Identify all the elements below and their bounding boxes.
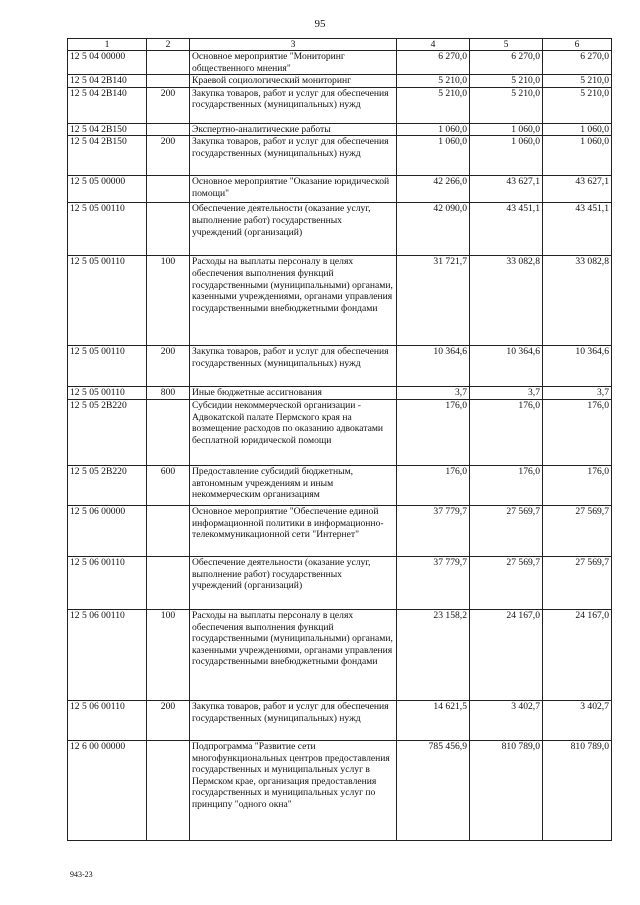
expense-type-code: 100 [147,256,190,346]
table-row [68,505,612,556]
amount-col-4: 37 779,7 [397,505,470,556]
table-body [68,51,612,841]
expense-type-code: 200 [147,136,190,176]
item-name: Краевой социологический мониторинг [190,75,397,88]
budget-table [67,38,612,841]
amount-col-6: 3,7 [543,387,612,400]
target-article-code: 12 5 05 00110 [68,203,147,256]
target-article-code: 12 5 05 2В220 [68,399,147,465]
table-row [68,51,612,75]
item-name: Предоставление субсидий бюджетным, автономным учреждениям и иным некоммерческим организациям [190,465,397,505]
target-article-code: 12 5 05 00110 [68,387,147,400]
expense-type-code: 200 [147,87,190,123]
amount-col-5: 3,7 [470,387,543,400]
table-row [68,399,612,465]
amount-col-6: 6 270,0 [543,51,612,75]
amount-col-6: 43 627,1 [543,176,612,203]
table-row [68,387,612,400]
footer-code: 943-23 [70,870,93,879]
target-article-code: 12 5 04 2В150 [68,136,147,176]
amount-col-5: 5 210,0 [470,87,543,123]
target-article-code: 12 5 06 00000 [68,505,147,556]
expense-type-code [147,505,190,556]
item-name: Экспертно-аналитические работы [190,123,397,136]
amount-col-6: 1 060,0 [543,123,612,136]
expense-type-code [147,51,190,75]
item-name: Основное мероприятие "Оказание юридической помощи" [190,176,397,203]
item-name: Субсидии некоммерческой организации - Адвокатской палате Пермского края на возмещение расходов по оказанию адвокатами бесплатной юридической помощи [190,399,397,465]
expense-type-code: 200 [147,346,190,387]
amount-col-6: 27 569,7 [543,556,612,609]
amount-col-5: 27 569,7 [470,505,543,556]
amount-col-4: 42 266,0 [397,176,470,203]
expense-type-code: 100 [147,609,190,700]
amount-col-6: 5 210,0 [543,75,612,88]
item-name: Обеспечение деятельности (оказание услуг, выполнение работ) государственных учреждений (организаций) [190,556,397,609]
column-header-1: 1 [68,39,147,51]
expense-type-code [147,399,190,465]
amount-col-5: 27 569,7 [470,556,543,609]
amount-col-4: 176,0 [397,399,470,465]
amount-col-5: 176,0 [470,465,543,505]
amount-col-6: 24 167,0 [543,609,612,700]
amount-col-5: 24 167,0 [470,609,543,700]
amount-col-6: 810 789,0 [543,740,612,840]
expense-type-code [147,176,190,203]
expense-type-code [147,123,190,136]
amount-col-6: 3 402,7 [543,700,612,740]
amount-col-4: 10 364,6 [397,346,470,387]
target-article-code: 12 5 05 00110 [68,346,147,387]
item-name: Основное мероприятие "Мониторинг общественного мнения" [190,51,397,75]
table-row [68,176,612,203]
expense-type-code: 200 [147,700,190,740]
item-name: Основное мероприятие "Обеспечение единой информационной политики в информационно-телекоммуникационной сети "Интернет" [190,505,397,556]
table-row [68,346,612,387]
amount-col-4: 176,0 [397,465,470,505]
table-row [68,700,612,740]
amount-col-5: 5 210,0 [470,75,543,88]
amount-col-6: 27 569,7 [543,505,612,556]
amount-col-5: 43 627,1 [470,176,543,203]
target-article-code: 12 5 05 00110 [68,256,147,346]
item-name: Подпрограмма "Развитие сети многофункциональных центров предоставления государственных и муниципальных услуг в Пермском крае, организация предоставления государственных и муниципальных услуг по принципу "одного окна" [190,740,397,840]
amount-col-6: 1 060,0 [543,136,612,176]
target-article-code: 12 5 06 00110 [68,609,147,700]
table-row [68,87,612,123]
amount-col-5: 33 082,8 [470,256,543,346]
amount-col-4: 37 779,7 [397,556,470,609]
table-row [68,75,612,88]
table-row [68,556,612,609]
amount-col-6: 10 364,6 [543,346,612,387]
amount-col-5: 10 364,6 [470,346,543,387]
column-header-6: 6 [543,39,612,51]
table-row [68,465,612,505]
amount-col-6: 43 451,1 [543,203,612,256]
amount-col-5: 3 402,7 [470,700,543,740]
item-name: Закупка товаров, работ и услуг для обеспечения государственных (муниципальных) нужд [190,346,397,387]
amount-col-4: 6 270,0 [397,51,470,75]
target-article-code: 12 5 04 2В140 [68,75,147,88]
target-article-code: 12 5 04 2В140 [68,87,147,123]
amount-col-4: 31 721,7 [397,256,470,346]
amount-col-6: 33 082,8 [543,256,612,346]
expense-type-code: 600 [147,465,190,505]
amount-col-5: 43 451,1 [470,203,543,256]
amount-col-6: 176,0 [543,399,612,465]
target-article-code: 12 5 05 00000 [68,176,147,203]
expense-type-code [147,556,190,609]
amount-col-5: 1 060,0 [470,123,543,136]
amount-col-6: 176,0 [543,465,612,505]
amount-col-5: 6 270,0 [470,51,543,75]
amount-col-5: 1 060,0 [470,136,543,176]
amount-col-6: 5 210,0 [543,87,612,123]
amount-col-4: 5 210,0 [397,87,470,123]
item-name: Закупка товаров, работ и услуг для обеспечения государственных (муниципальных) нужд [190,87,397,123]
amount-col-4: 42 090,0 [397,203,470,256]
amount-col-5: 810 789,0 [470,740,543,840]
expense-type-code [147,75,190,88]
item-name: Расходы на выплаты персоналу в целях обеспечения выполнения функций государственными (муниципальными) органами, казенными учреждениями, органами управления государственными внебюджетными фондами [190,256,397,346]
amount-col-4: 5 210,0 [397,75,470,88]
amount-col-4: 1 060,0 [397,136,470,176]
column-header-2: 2 [147,39,190,51]
target-article-code: 12 5 04 2В150 [68,123,147,136]
item-name: Расходы на выплаты персоналу в целях обеспечения выполнения функций государственными (муниципальными) органами, казенными учреждениями, органами управления государственными внебюджетными фондами [190,609,397,700]
page-number: 95 [314,18,326,30]
amount-col-4: 23 158,2 [397,609,470,700]
table-row [68,123,612,136]
column-header-5: 5 [470,39,543,51]
expense-type-code [147,740,190,840]
expense-type-code: 800 [147,387,190,400]
table-header-row [68,39,612,51]
column-header-4: 4 [397,39,470,51]
table-row [68,740,612,840]
amount-col-4: 3,7 [397,387,470,400]
amount-col-5: 176,0 [470,399,543,465]
target-article-code: 12 6 00 00000 [68,740,147,840]
table-row [68,609,612,700]
target-article-code: 12 5 05 2В220 [68,465,147,505]
amount-col-4: 14 621,5 [397,700,470,740]
item-name: Закупка товаров, работ и услуг для обеспечения государственных (муниципальных) нужд [190,136,397,176]
table-row [68,256,612,346]
item-name: Обеспечение деятельности (оказание услуг, выполнение работ) государственных учреждений (организаций) [190,203,397,256]
item-name: Иные бюджетные ассигнования [190,387,397,400]
column-header-3: 3 [190,39,397,51]
table-row [68,203,612,256]
amount-col-4: 785 456,9 [397,740,470,840]
expense-type-code [147,203,190,256]
target-article-code: 12 5 04 00000 [68,51,147,75]
table-row [68,136,612,176]
target-article-code: 12 5 06 00110 [68,700,147,740]
item-name: Закупка товаров, работ и услуг для обеспечения государственных (муниципальных) нужд [190,700,397,740]
target-article-code: 12 5 06 00110 [68,556,147,609]
amount-col-4: 1 060,0 [397,123,470,136]
